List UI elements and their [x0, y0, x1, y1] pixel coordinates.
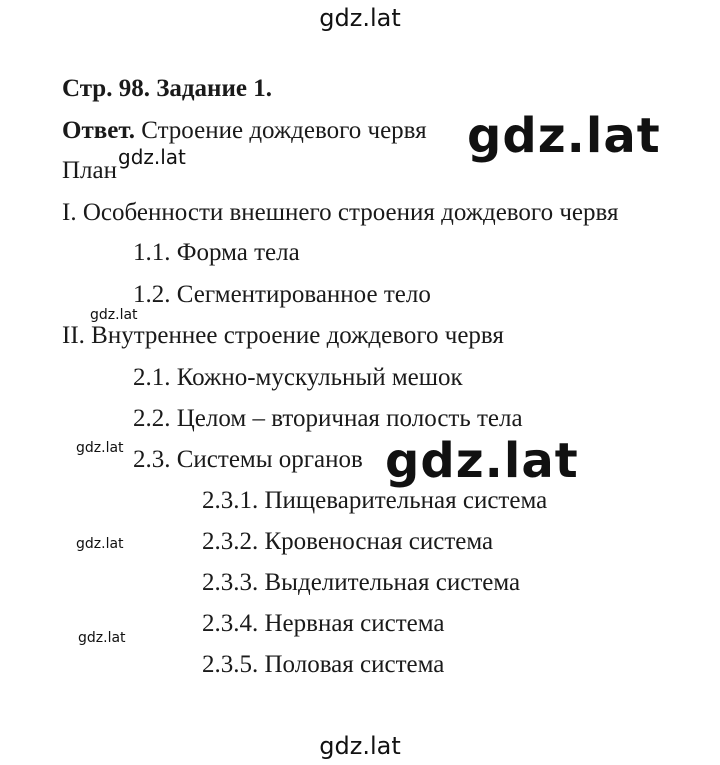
- answer-line: [62, 116, 427, 146]
- plan-item-2: II. Внутреннее строение дождевого червя: [62, 322, 504, 349]
- plan-item-2-2: 2.2. Целом – вторичная полость тела: [133, 405, 523, 432]
- watermark-top: gdz.lat: [319, 4, 401, 32]
- plan-item-2-1: 2.1. Кожно-мускульный мешок: [133, 364, 463, 391]
- plan-item-2-3-1: 2.3.1. Пищеварительная система: [202, 487, 548, 514]
- answer-text: Строение дождевого червя: [134, 117, 427, 144]
- watermark-small: gdz.lat: [78, 630, 126, 646]
- plan-item-2-3-3: 2.3.3. Выделительная система: [202, 569, 521, 596]
- watermark-small: gdz.lat: [76, 536, 124, 552]
- watermark-small: gdz.lat: [118, 145, 186, 169]
- plan-label: План: [62, 157, 118, 184]
- page-title: Стр. 98. Задание 1.: [62, 75, 272, 102]
- plan-item-1-1: 1.1. Форма тела: [133, 239, 300, 266]
- watermark-large: gdz.lat: [385, 433, 579, 489]
- plan-item-2-3-4: 2.3.4. Нервная система: [202, 610, 445, 637]
- watermark-small: gdz.lat: [76, 440, 124, 456]
- plan-item-2-3: 2.3. Системы органов: [133, 446, 363, 473]
- plan-item-2-3-5: 2.3.5. Половая система: [202, 651, 445, 678]
- watermark-large: gdz.lat: [467, 108, 661, 164]
- plan-item-1: I. Особенности внешнего строения дождевого червя: [62, 199, 619, 226]
- watermark-bottom: gdz.lat: [319, 732, 401, 760]
- watermark-small: gdz.lat: [90, 307, 138, 323]
- answer-label: Ответ.: [62, 117, 135, 144]
- plan-item-1-2: 1.2. Сегментированное тело: [133, 281, 431, 308]
- plan-item-2-3-2: 2.3.2. Кровеносная система: [202, 528, 494, 555]
